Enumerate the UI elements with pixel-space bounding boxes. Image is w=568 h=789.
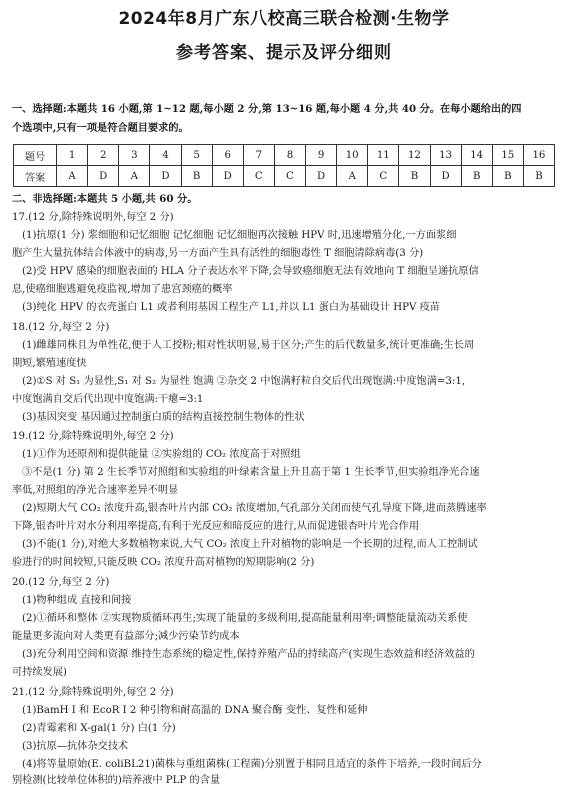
q20-heading: 20.(12 分,每空 2 分) <box>12 577 110 588</box>
question-number-cell: 1 <box>57 145 88 166</box>
answer-line: 可持续发展) <box>12 667 67 678</box>
answer-line: (3)基因突变 基因通过控制蛋白质的结构直接控制生物体的性状 <box>22 412 305 423</box>
answer-line: (1)雌雄同株且为单性花,便于人工授粉;相对性状明显,易于区分;产生的后代数量多,统计更准确;生长周 <box>22 340 475 351</box>
question-number-row <box>14 145 555 166</box>
page-title: 2024年8月广东八校高三联合检测·生物学 <box>118 9 450 29</box>
answer-line: (4)将等量原始(E. coliBL21)菌株与重组菌株(工程菌)分别置于相同且适宜的条件下培养,一段时间后分 <box>22 759 482 770</box>
answer-line: 期短,繁殖速度快 <box>12 358 87 369</box>
question-number-label: 题号 <box>14 145 57 166</box>
question-number-cell: 9 <box>306 145 337 166</box>
page-subtitle: 参考答案、提示及评分细则 <box>176 43 392 63</box>
answer-line: (3)充分利用空间和资源 维持生态系统的稳定性,保持养殖产品的持续高产(实现生态效益和经济效益的 <box>22 649 475 660</box>
question-number-cell: 10 <box>337 145 368 166</box>
answer-line: ③不是(1 分) 第 2 生长季节对照组和实验组的叶绿素含量上升且高于第 1 生长季节,但实验组净光合速 <box>22 467 480 478</box>
answer-cell: D <box>430 166 461 187</box>
answer-cell: A <box>337 166 368 187</box>
q17-heading: 17.(12 分,除特殊说明外,每空 2 分) <box>12 212 174 223</box>
section2-heading: 二、非选择题:本题共 5 小题,共 60 分。 <box>12 193 198 205</box>
answer-cell: A <box>119 166 150 187</box>
answer-label: 答案 <box>14 166 57 187</box>
question-number-cell: 6 <box>212 145 243 166</box>
answer-line: 率低,对照组的净光合速率差异不明显 <box>12 485 179 496</box>
section1-heading-line1: 一、选择题:本题共 16 小题,第 1~12 题,每小题 2 分,第 13~16 题,每小题 4 分,共 40 分。在每小题给出的四 <box>12 103 522 115</box>
answer-line: (1)抗原(1 分) 浆细胞和记忆细胞 记忆细胞 记忆细胞再次接触 HPV 时,迅速增殖分化,一方面浆细 <box>22 230 457 241</box>
question-number-cell: 13 <box>430 145 461 166</box>
question-number-cell: 15 <box>492 145 523 166</box>
question-number-cell: 8 <box>274 145 305 166</box>
answer-line: (3)纯化 HPV 的衣壳蛋白 L1 或者利用基因工程生产 L1,并以 L1 蛋白为基础设计 HPV 疫苗 <box>22 302 440 313</box>
answer-cell: B <box>399 166 430 187</box>
q21-heading: 21.(12 分,除特殊说明外,每空 2 分) <box>12 687 174 698</box>
answer-table <box>13 144 555 187</box>
answer-cell: C <box>243 166 274 187</box>
answer-cell: C <box>368 166 399 187</box>
answer-line: 息,使癌细胞逃避免疫监视,增加了患宫颈癌的概率 <box>12 284 233 295</box>
question-number-cell: 7 <box>243 145 274 166</box>
answer-line: (3)抗原—抗体杂交技术 <box>22 741 129 752</box>
answer-row <box>14 166 555 187</box>
answer-line: (2)受 HPV 感染的细胞表面的 HLA 分子表达水平下降,会导致癌细胞无法有效地向 T 细胞呈递抗原信 <box>22 266 479 277</box>
question-number-cell: 16 <box>523 145 554 166</box>
q19-heading: 19.(12 分,除特殊说明外,每空 2 分) <box>12 431 174 442</box>
question-number-cell: 11 <box>368 145 399 166</box>
answer-cell: B <box>523 166 554 187</box>
answer-line: (2)短期大气 CO₂ 浓度升高,银杏叶片内部 CO₂ 浓度增加,气孔部分关闭而使气孔导度下降,进而蒸腾速率 <box>22 503 487 514</box>
answer-line: 验进行的时间较短,只能反映 CO₂ 浓度升高对植物的短期影响(2 分) <box>12 557 315 568</box>
answer-cell: B <box>181 166 212 187</box>
answer-line: (1)BamH Ⅰ 和 EcoR Ⅰ 2 种引物和耐高温的 DNA 聚合酶 变性、复性和延伸 <box>22 705 368 716</box>
answer-line: 能量更多流向对人类更有益部分;减少污染节约成本 <box>12 631 240 642</box>
answer-line: 下降,银杏叶片对水分利用率提高,有利于光反应和暗反应的进行,从而促进银杏叶片光合作用 <box>12 521 420 532</box>
question-number-cell: 2 <box>88 145 119 166</box>
q18-heading: 18.(12 分,每空 2 分) <box>12 322 110 333</box>
answer-cell: B <box>492 166 523 187</box>
answer-cell: A <box>57 166 88 187</box>
answer-line: 别检测(比较单位体积的)培养液中 PLP 的含量 <box>12 775 221 786</box>
question-number-cell: 3 <box>119 145 150 166</box>
answer-line: (2)①S 对 S₁ 为显性,S₁ 对 S₂ 为显性 饱满 ②杂交 2 中饱满籽粒自交后代出现饱满:中度饱满=3:1, <box>22 376 466 387</box>
question-number-cell: 12 <box>399 145 430 166</box>
answer-line: (2)青霉素和 X-gal(1 分) 白(1 分) <box>22 723 176 734</box>
answer-line: 中度饱满自交后代出现中度饱满:干瘪=3:1 <box>12 394 204 405</box>
answer-cell: D <box>150 166 181 187</box>
answer-cell: D <box>306 166 337 187</box>
question-number-cell: 5 <box>181 145 212 166</box>
answer-line: (1)①作为还原剂和提供能量 ②实验组的 CO₂ 浓度高于对照组 <box>22 449 301 460</box>
section1-heading-line2: 个选项中,只有一项是符合题目要求的。 <box>12 122 189 134</box>
answer-line: (2)①循环和整体 ②实现物质循环再生;实现了能量的多级利用,提高能量利用率;调整能量流动关系使 <box>22 613 468 624</box>
answer-cell: D <box>88 166 119 187</box>
answer-cell: C <box>274 166 305 187</box>
answer-line: (3)不能(1 分),对绝大多数植物来说,大气 CO₂ 浓度上升对植物的影响是一个长期的过程,而人工控制试 <box>22 539 478 550</box>
answer-cell: D <box>212 166 243 187</box>
answer-line: 胞产生大量抗体结合体液中的病毒,另一方面产生具有活性的细胞毒性 T 细胞清除病毒(3 分) <box>12 248 424 259</box>
question-number-cell: 14 <box>461 145 492 166</box>
answer-cell: B <box>461 166 492 187</box>
question-number-cell: 4 <box>150 145 181 166</box>
answer-line: (1)物种组成 直接和间接 <box>22 595 132 606</box>
